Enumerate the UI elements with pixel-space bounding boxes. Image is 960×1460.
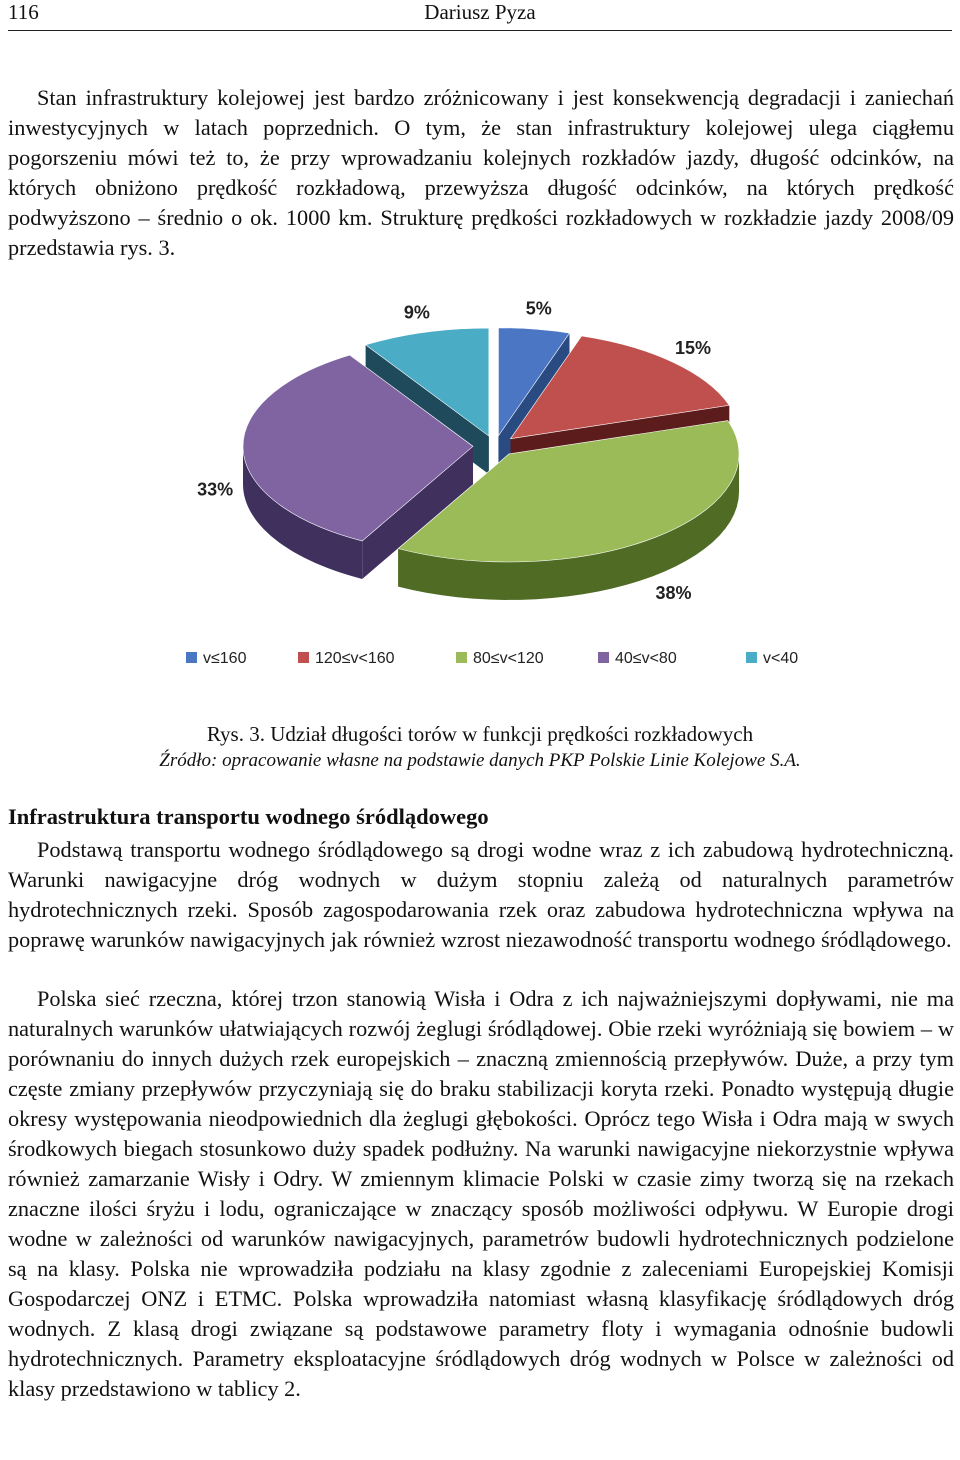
figure-source: Źródło: opracowanie własne na podstawie danych PKP Polskie Linie Kolejowe S.A. <box>159 750 801 771</box>
speed-structure-pie-chart <box>160 296 820 686</box>
legend-swatch-1 <box>186 652 197 663</box>
legend-item-1 <box>186 650 247 667</box>
chart-legend <box>186 650 798 667</box>
slice-label-5: 9% <box>403 302 430 323</box>
pie-layer <box>243 328 739 600</box>
figure-caption: Rys. 3. Udział długości torów w funkcji prędkości rozkładowych <box>206 722 754 746</box>
legend-label-2: 120≤v<160 <box>315 650 395 667</box>
waterways-paragraph-2-text: Polska sieć rzeczna, której trzon stanowią Wisła i Odra z ich najważniejszymi dopływami, nie ma naturalnych warunków ułatwiających rozwój żeglugi śródlądowej. Obie rzeki wyróżniają się bowiem – w porównaniu do innych dużych rzek europejskich – znaczną zmiennością przepływów. Duże, a przy tym częste zmiany przepływów przyczyniają się do braku stabilizacji koryta rzeki. Ponadto występują długie okresy występowania nieodpowiednich dla żeglugi głębokości. Oprócz tego Wisła i Odra mają w swych środkowych biegach stosunkowo duży spadek podłużny. Na warunki nawigacyjne niekorzystnie wpływa również zamarzanie Wisły i Odry. W zmiennym klimacie Polski w czasie zimy tworzą się na rzekach znaczne ilości śryżu i lodu, ograniczające w znaczący sposób możliwości odpływu. W Europie drogi wodne w zależności od warunków nawigacyjnych, parametrów budowli hydrotechnicznych podzielone są na klasy. Polska nie wprowadziła podziału na klasy zgodnie z zaleceniami Europejskiej Komisji Gospodarczej ONZ i ETMC. Polska wprowadziła natomiast własną klasyfikację śródlądowych dróg wodnych. Z klasą drogi związane są podstawowe parametry floty i wymagania odnośnie budowli hydrotechnicznych. Parametry eksploatacyjne śródlądowych dróg wodnych w Polsce w zależności od klasy przedstawiono w tablicy 2. <box>8 986 954 1401</box>
legend-item-2 <box>298 650 395 667</box>
legend-swatch-5 <box>746 652 757 663</box>
slice-label-2: 15% <box>674 338 712 359</box>
page-number: 116 <box>8 0 39 24</box>
legend-label-4: 40≤v<80 <box>615 650 677 667</box>
legend-label-3: 80≤v<120 <box>473 650 544 667</box>
legend-swatch-3 <box>456 652 467 663</box>
slice-label-1: 5% <box>525 298 552 319</box>
legend-label-5: v<40 <box>763 650 799 667</box>
intro-paragraph <box>8 83 954 263</box>
slice-label-4: 33% <box>197 479 234 500</box>
legend-swatch-2 <box>298 652 309 663</box>
waterways-paragraph-1-text: Podstawą transportu wodnego śródlądowego są drogi wodne wraz z ich zabudową hydrotechniczną. Warunki nawigacyjne dróg wodnych w dużym stopniu zależą od naturalnych parametrów hydrotechnicznych rzeki. Sposób zagospodarowania rzek oraz zabudowa hydrotechniczna wpływa na poprawę warunków nawigacyjnych jak również wzrost niezawodność transportu wodnego śródlądowego. <box>8 837 954 952</box>
legend-item-4 <box>598 650 677 667</box>
running-author: Dariusz Pyza <box>424 0 536 24</box>
section-heading: Infrastruktura transportu wodnego śródlądowego <box>8 804 489 829</box>
waterways-paragraph-1 <box>8 835 954 955</box>
page-header <box>8 0 952 31</box>
legend-item-3 <box>456 650 544 667</box>
legend-swatch-4 <box>598 652 609 663</box>
legend-item-5 <box>746 650 798 667</box>
waterways-paragraph-2 <box>8 984 954 1404</box>
intro-paragraph-text: Stan infrastruktury kolejowej jest bardzo zróżnicowany i jest konsekwencją degradacji i zaniechań inwestycyjnych w latach poprzednich. O tym, że stan infrastruktury kolejowej ulega ciągłemu pogorszeniu mówi też to, że przy wprowadzaniu kolejnych rozkładów jazdy, długość odcinków, na których obniżono prędkość rozkładową, przewyższa długość odcinków, na których prędkość podwyższono – średnio o ok. 1000 km. Strukturę prędkości rozkładowych w rozkładzie jazdy 2008/09 przedstawia rys. 3. <box>8 85 954 260</box>
slice-label-3: 38% <box>655 582 692 603</box>
legend-label-1: v≤160 <box>203 650 247 667</box>
